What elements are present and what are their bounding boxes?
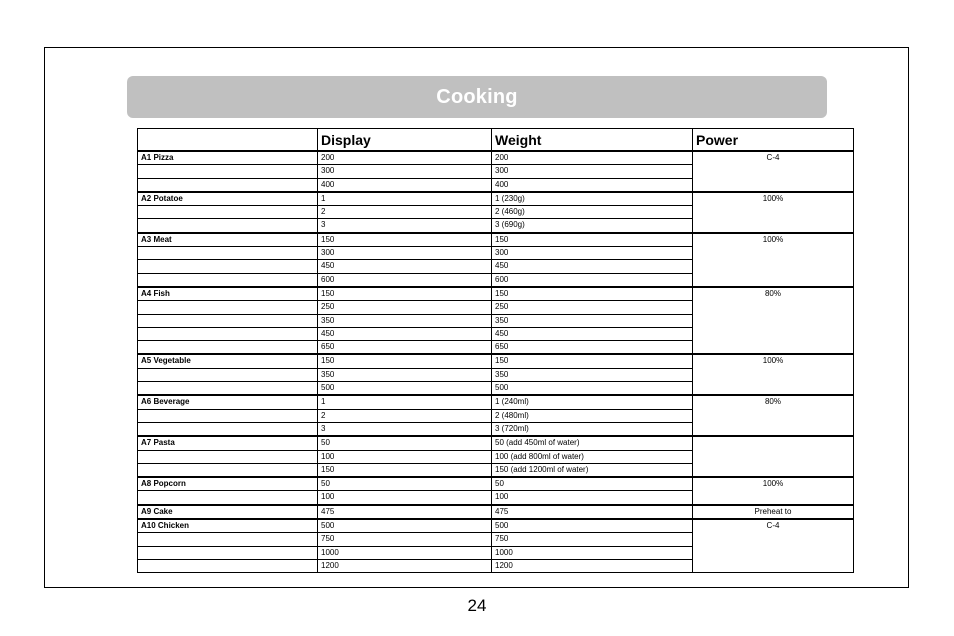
food-name-blank — [138, 368, 318, 381]
weight-value: 500 — [492, 382, 693, 396]
weight-value: 150 — [492, 233, 693, 247]
food-name-blank — [138, 301, 318, 314]
display-value: 50 — [318, 436, 492, 450]
header-power: Power — [693, 129, 854, 152]
display-value: 350 — [318, 368, 492, 381]
food-name: A3 Meat — [138, 233, 318, 247]
food-name: A7 Pasta — [138, 436, 318, 450]
cooking-table — [137, 128, 854, 573]
display-value: 750 — [318, 533, 492, 546]
power-value: Preheat to — [693, 505, 854, 519]
food-name-blank — [138, 206, 318, 219]
power-value: 80% — [693, 395, 854, 436]
display-value: 1 — [318, 395, 492, 409]
header-weight: Weight — [492, 129, 693, 152]
food-name-blank — [138, 533, 318, 546]
table-row — [138, 287, 854, 301]
food-name-blank — [138, 273, 318, 287]
display-value: 350 — [318, 314, 492, 327]
weight-value: 650 — [492, 341, 693, 355]
display-value: 50 — [318, 477, 492, 491]
display-value: 450 — [318, 260, 492, 273]
display-value: 1200 — [318, 559, 492, 572]
display-value: 475 — [318, 505, 492, 519]
weight-value: 3 (690g) — [492, 219, 693, 233]
weight-value: 600 — [492, 273, 693, 287]
food-name-blank — [138, 260, 318, 273]
display-value: 200 — [318, 151, 492, 165]
display-value: 650 — [318, 341, 492, 355]
display-value: 100 — [318, 491, 492, 505]
display-value: 400 — [318, 178, 492, 192]
display-value: 150 — [318, 463, 492, 477]
food-name-blank — [138, 422, 318, 436]
table-row — [138, 395, 854, 409]
food-name-blank — [138, 491, 318, 505]
weight-value: 50 (add 450ml of water) — [492, 436, 693, 450]
food-name: A10 Chicken — [138, 519, 318, 533]
display-value: 500 — [318, 382, 492, 396]
food-name: A8 Popcorn — [138, 477, 318, 491]
display-value: 100 — [318, 450, 492, 463]
display-value: 300 — [318, 247, 492, 260]
food-name: A2 Potatoe — [138, 192, 318, 206]
power-value: C-4 — [693, 519, 854, 573]
power-value: C-4 — [693, 151, 854, 192]
display-value: 450 — [318, 327, 492, 340]
weight-value: 150 — [492, 287, 693, 301]
display-value: 150 — [318, 233, 492, 247]
food-name-blank — [138, 314, 318, 327]
food-name-blank — [138, 178, 318, 192]
weight-value: 3 (720ml) — [492, 422, 693, 436]
weight-value: 250 — [492, 301, 693, 314]
food-name: A1 Pizza — [138, 151, 318, 165]
power-value: 100% — [693, 192, 854, 233]
display-value: 600 — [318, 273, 492, 287]
weight-value: 100 — [492, 491, 693, 505]
display-value: 1000 — [318, 546, 492, 559]
table-row — [138, 519, 854, 533]
weight-value: 450 — [492, 327, 693, 340]
weight-value: 400 — [492, 178, 693, 192]
display-value: 2 — [318, 409, 492, 422]
power-value — [693, 436, 854, 477]
table-header-row — [138, 129, 854, 152]
food-name-blank — [138, 247, 318, 260]
table-row — [138, 477, 854, 491]
display-value: 3 — [318, 422, 492, 436]
table-row — [138, 505, 854, 519]
weight-value: 1000 — [492, 546, 693, 559]
weight-value: 150 — [492, 354, 693, 368]
weight-value: 200 — [492, 151, 693, 165]
table-row — [138, 354, 854, 368]
weight-value: 100 (add 800ml of water) — [492, 450, 693, 463]
food-name-blank — [138, 559, 318, 572]
weight-value: 300 — [492, 247, 693, 260]
food-name-blank — [138, 382, 318, 396]
weight-value: 150 (add 1200ml of water) — [492, 463, 693, 477]
weight-value: 750 — [492, 533, 693, 546]
food-name-blank — [138, 165, 318, 178]
food-name: A6 Beverage — [138, 395, 318, 409]
section-banner — [127, 76, 827, 118]
power-value: 100% — [693, 477, 854, 505]
weight-value: 2 (460g) — [492, 206, 693, 219]
weight-value: 350 — [492, 368, 693, 381]
display-value: 250 — [318, 301, 492, 314]
table-row — [138, 151, 854, 165]
display-value: 2 — [318, 206, 492, 219]
weight-value: 1 (230g) — [492, 192, 693, 206]
table-body — [138, 151, 854, 573]
food-name: A9 Cake — [138, 505, 318, 519]
food-name-blank — [138, 219, 318, 233]
food-name: A5 Vegetable — [138, 354, 318, 368]
weight-value: 1 (240ml) — [492, 395, 693, 409]
table-row — [138, 436, 854, 450]
weight-value: 450 — [492, 260, 693, 273]
food-name-blank — [138, 327, 318, 340]
display-value: 1 — [318, 192, 492, 206]
power-value: 100% — [693, 354, 854, 395]
food-name-blank — [138, 409, 318, 422]
power-value: 100% — [693, 233, 854, 287]
header-food — [138, 129, 318, 152]
display-value: 150 — [318, 354, 492, 368]
display-value: 300 — [318, 165, 492, 178]
food-name-blank — [138, 450, 318, 463]
page-title: Cooking — [436, 85, 518, 108]
weight-value: 2 (480ml) — [492, 409, 693, 422]
weight-value: 1200 — [492, 559, 693, 572]
weight-value: 475 — [492, 505, 693, 519]
display-value: 3 — [318, 219, 492, 233]
food-name-blank — [138, 341, 318, 355]
page-number: 24 — [467, 596, 487, 615]
table-row — [138, 233, 854, 247]
weight-value: 350 — [492, 314, 693, 327]
display-value: 500 — [318, 519, 492, 533]
weight-value: 300 — [492, 165, 693, 178]
food-name: A4 Fish — [138, 287, 318, 301]
weight-value: 50 — [492, 477, 693, 491]
weight-value: 500 — [492, 519, 693, 533]
header-display: Display — [318, 129, 492, 152]
food-name-blank — [138, 463, 318, 477]
display-value: 150 — [318, 287, 492, 301]
power-value: 80% — [693, 287, 854, 354]
food-name-blank — [138, 546, 318, 559]
table-row — [138, 192, 854, 206]
